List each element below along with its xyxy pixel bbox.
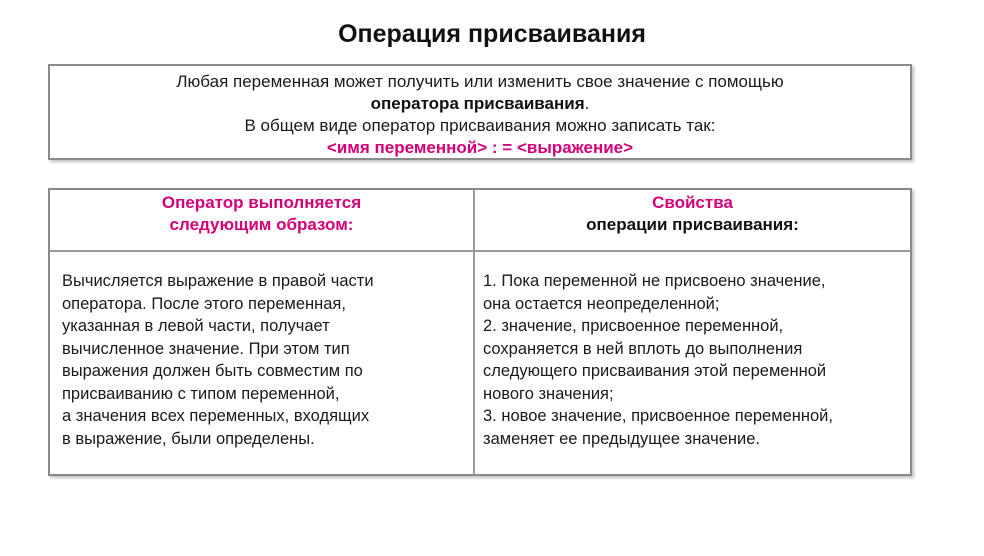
body-line: указанная в левой части, получает [62, 317, 330, 335]
body-line: выражения должен быть совместим по [62, 362, 363, 380]
right-header-line: Свойства [652, 193, 733, 212]
body-line: 1. Пока переменной не присвоено значение, [483, 272, 826, 290]
body-line: а значения всех переменных, входящих [62, 407, 370, 425]
page-title: Операция присваивания [338, 20, 646, 48]
assignment-operator-term: оператора присваивания [370, 94, 585, 113]
intro-line-2 [50, 93, 910, 115]
right-column-header [475, 192, 910, 250]
body-line: в выражение, были определены. [62, 429, 315, 448]
left-column-header [50, 192, 473, 250]
right-column-body [483, 270, 908, 450]
left-header-line: следующим образом: [169, 215, 354, 234]
intro-line-2-end: . [584, 94, 590, 113]
body-line: оператора. После этого переменная, [62, 294, 346, 313]
intro-box [48, 64, 912, 160]
body-line: она остается неопределенной; [483, 294, 720, 313]
body-line: 3. новое значение, присвоенное переменной, [483, 407, 833, 425]
left-column-body [62, 270, 467, 450]
body-line: нового значения; [483, 384, 614, 403]
body-line: вычисленное значение. При этом тип [62, 339, 350, 358]
body-line: Вычисляется выражение в правой части [62, 272, 374, 290]
body-line: присваиванию с типом переменной, [62, 384, 340, 403]
body-line: следующего присваивания этой переменной [483, 362, 827, 380]
body-line: заменяет ее предыдущее значение. [483, 429, 760, 448]
assignment-table [48, 188, 912, 476]
body-line: сохраняется в ней вплоть до выполнения [483, 339, 803, 358]
intro-line-1: Любая переменная может получить или изменить свое значение с помощью [176, 72, 784, 91]
header-divider [50, 250, 910, 252]
body-line: 2. значение, присвоенное переменной, [483, 317, 784, 335]
syntax-formula: <имя переменной> : = <выражение> [326, 138, 634, 157]
left-header-line: Оператор выполняется [161, 193, 362, 212]
intro-line-3: В общем виде оператор присваивания можно записать так: [244, 116, 716, 135]
right-header-line: операции присваивания: [586, 215, 799, 234]
